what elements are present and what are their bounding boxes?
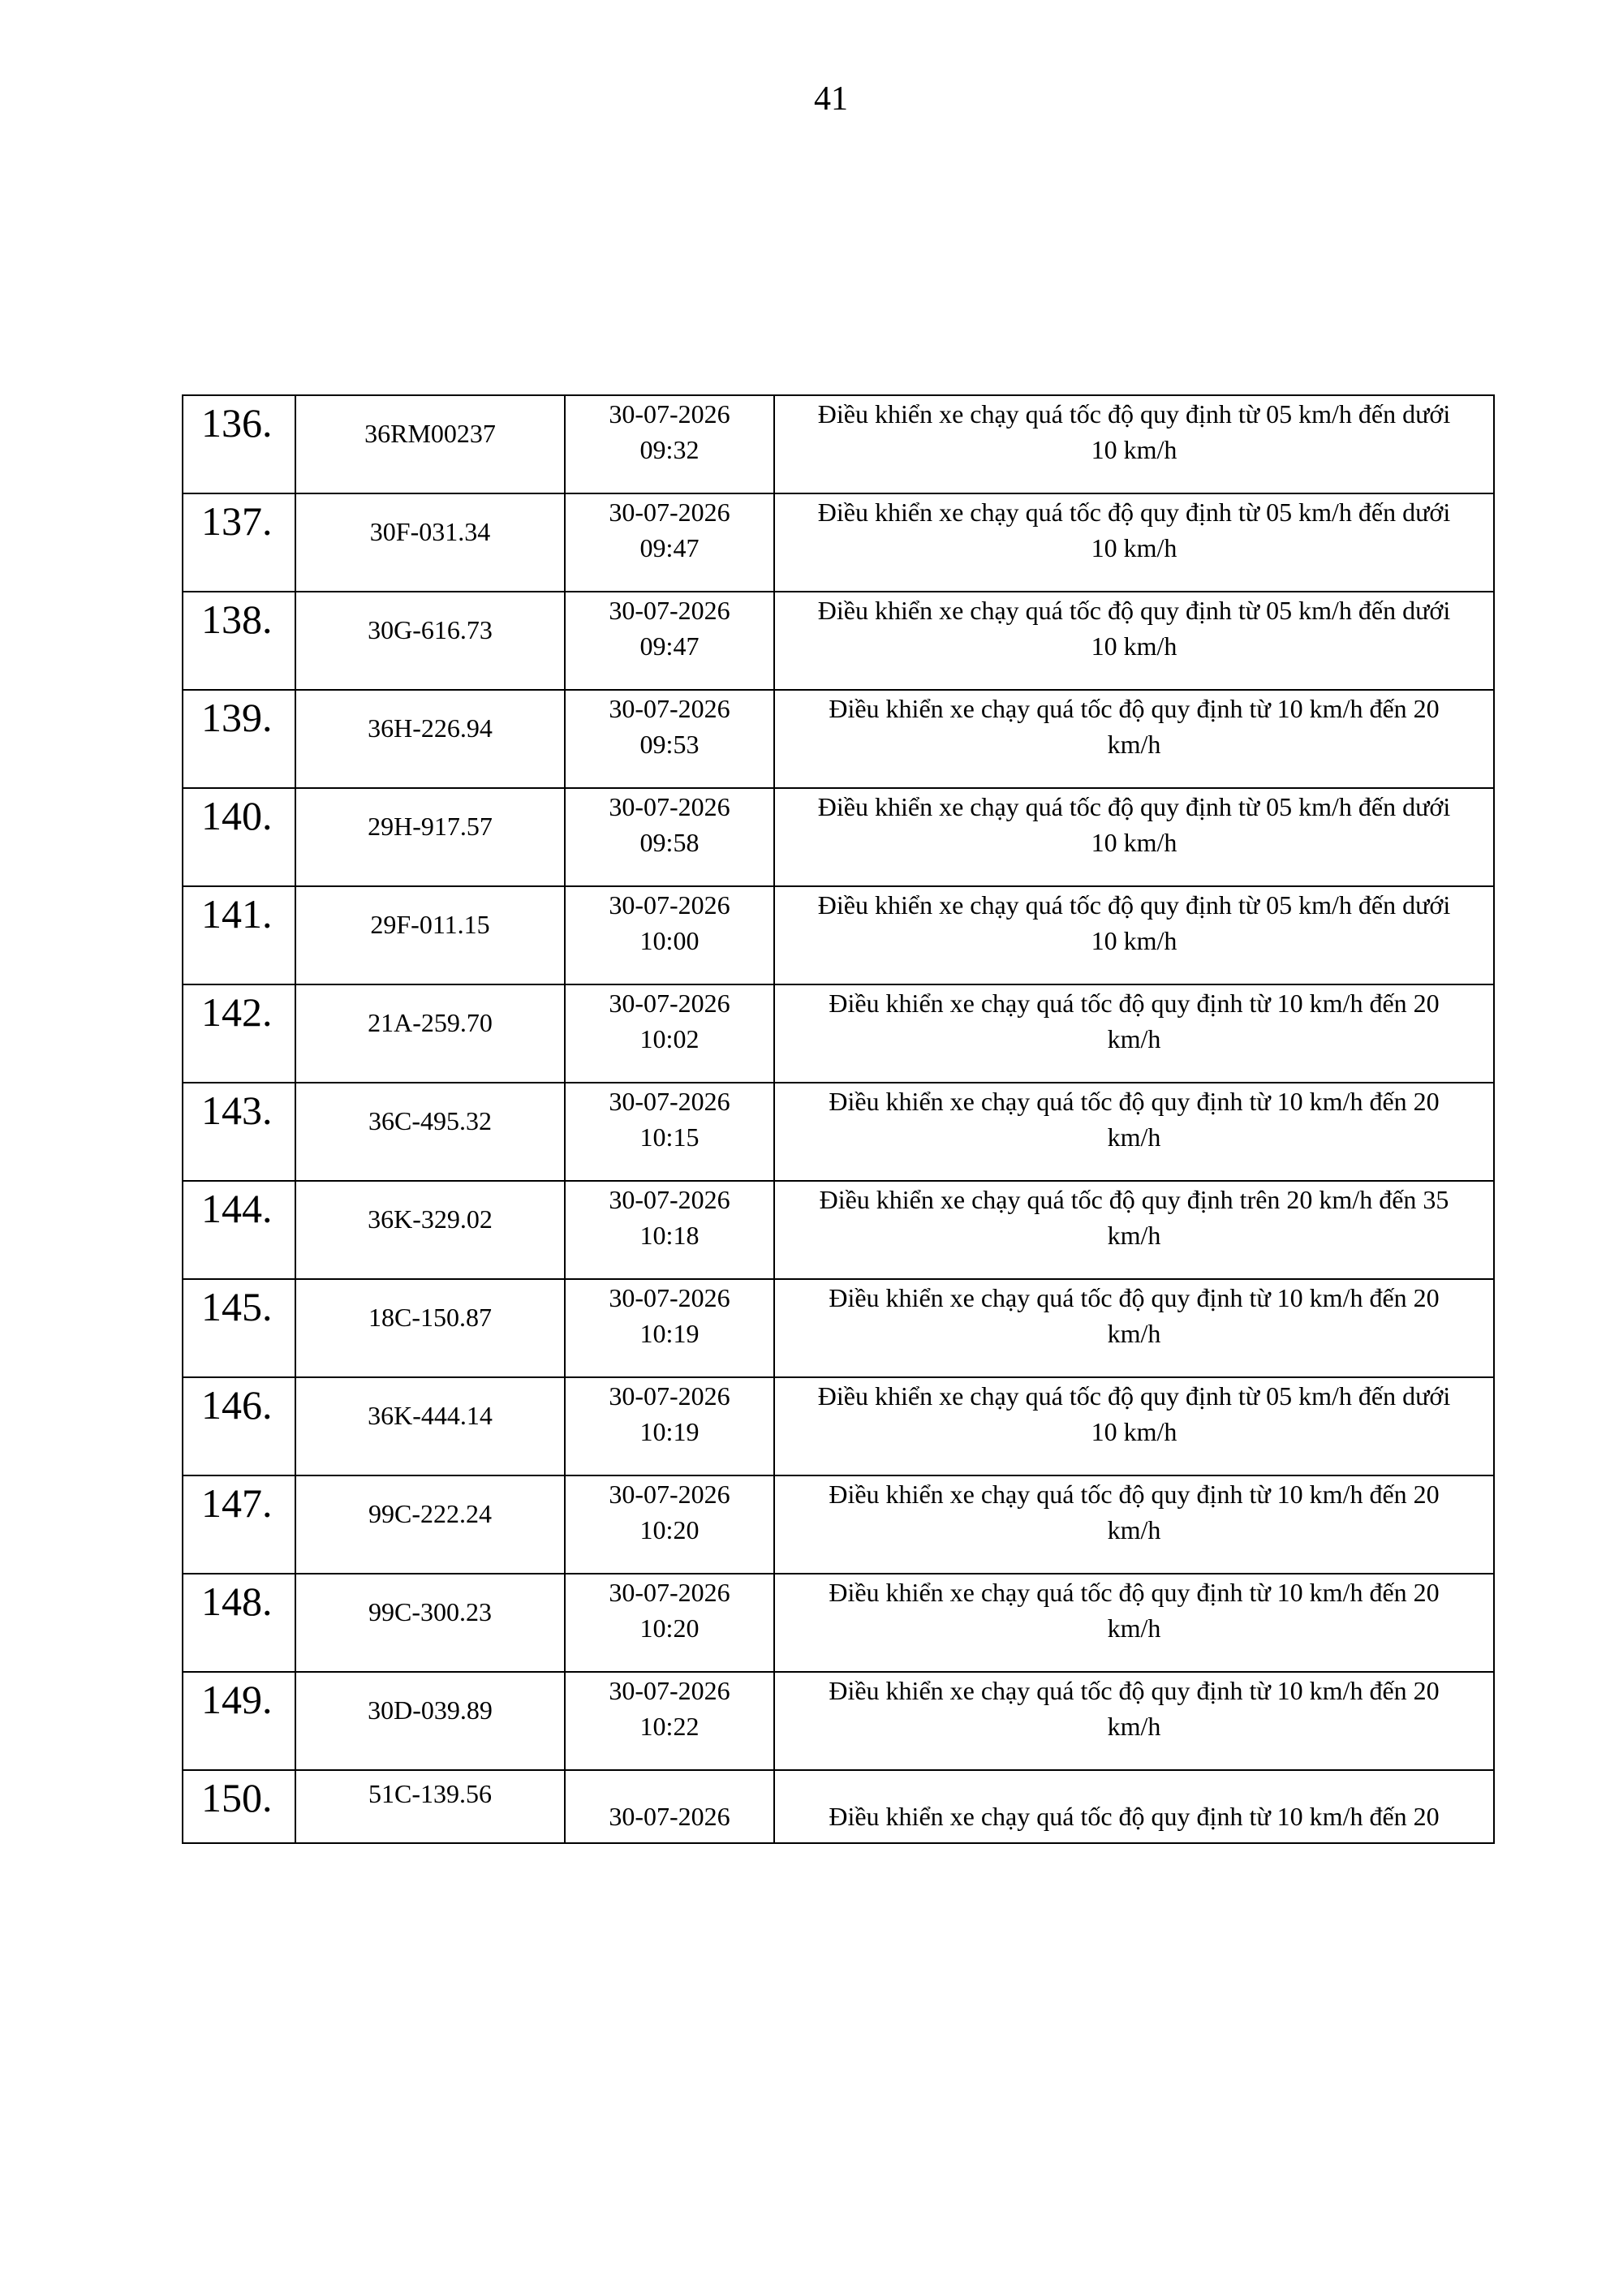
violation-time: 10:18 [639, 1221, 700, 1250]
datetime-cell [565, 984, 774, 1083]
row-number-cell [183, 1377, 295, 1475]
violation-description-line2: km/h [1107, 1024, 1161, 1053]
violation-description-line1: Điều khiển xe chạy quá tốc độ quy định từ 10 km/h đến 20 [829, 1480, 1440, 1509]
violation-date: 30-07-2026 [609, 1676, 730, 1705]
violation-time: 10:20 [639, 1613, 700, 1643]
datetime-cell [565, 1377, 774, 1475]
datetime-cell [565, 1770, 774, 1843]
plate-cell [295, 886, 565, 984]
violation-date: 30-07-2026 [609, 890, 730, 920]
row-number: 137. [201, 498, 273, 544]
violation-date: 30-07-2026 [609, 596, 730, 625]
violation-time: 09:32 [639, 435, 700, 464]
datetime-cell [565, 1672, 774, 1770]
row-number-cell [183, 493, 295, 592]
datetime-cell [565, 1279, 774, 1377]
violation-date: 30-07-2026 [609, 399, 730, 429]
violation-description-line1: Điều khiển xe chạy quá tốc độ quy định từ 10 km/h đến 20 [829, 1283, 1440, 1312]
plate-cell [295, 1475, 565, 1574]
license-plate: 30G-616.73 [368, 615, 493, 644]
plate-cell [295, 1672, 565, 1770]
plate-cell [295, 788, 565, 886]
row-number-cell [183, 1083, 295, 1181]
row-number-cell [183, 1475, 295, 1574]
violation-description-line2: km/h [1107, 1515, 1161, 1544]
row-number-cell [183, 1672, 295, 1770]
violation-description-line1: Điều khiển xe chạy quá tốc độ quy định từ 10 km/h đến 20 [829, 1578, 1440, 1607]
license-plate: 51C-139.56 [368, 1779, 492, 1808]
datetime-cell [565, 1083, 774, 1181]
violation-description-line2: 10 km/h [1091, 631, 1177, 661]
row-number-cell [183, 690, 295, 788]
violation-description-line1: Điều khiển xe chạy quá tốc độ quy định trên 20 km/h đến 35 [819, 1185, 1449, 1214]
row-number-cell [183, 1279, 295, 1377]
violation-description-line1: Điều khiển xe chạy quá tốc độ quy định từ 05 km/h đến dưới [817, 498, 1451, 527]
datetime-cell [565, 395, 774, 493]
table-row [183, 984, 1494, 1083]
row-number: 147. [201, 1480, 273, 1526]
violation-description-line1: Điều khiển xe chạy quá tốc độ quy định từ 10 km/h đến 20 [829, 1676, 1440, 1705]
row-number-cell [183, 1574, 295, 1672]
table-row [183, 592, 1494, 690]
violation-date: 30-07-2026 [609, 792, 730, 821]
table-row [183, 1083, 1494, 1181]
violation-date: 30-07-2026 [609, 1283, 730, 1312]
table-row [183, 788, 1494, 886]
row-number-cell [183, 1770, 295, 1843]
violations-table-body [183, 395, 1494, 1843]
table-row [183, 1770, 1494, 1843]
plate-cell [295, 592, 565, 690]
violations-table [182, 394, 1495, 1844]
plate-cell [295, 493, 565, 592]
license-plate: 29F-011.15 [370, 910, 490, 939]
violation-date: 30-07-2026 [609, 498, 730, 527]
row-number: 148. [201, 1579, 273, 1624]
row-number: 150. [201, 1775, 273, 1820]
page-number: 41 [814, 80, 848, 118]
violation-description-line2: km/h [1107, 1712, 1161, 1741]
table-row [183, 690, 1494, 788]
violation-time: 09:47 [639, 631, 700, 661]
violation-description-line2: km/h [1107, 1221, 1161, 1250]
violation-date: 30-07-2026 [609, 1185, 730, 1214]
violation-description-line2: km/h [1107, 730, 1161, 759]
datetime-cell [565, 592, 774, 690]
violation-description-line1: Điều khiển xe chạy quá tốc độ quy định từ 10 km/h đến 20 [829, 1802, 1440, 1831]
table-row [183, 1377, 1494, 1475]
license-plate: 36K-444.14 [368, 1401, 493, 1430]
plate-cell [295, 1279, 565, 1377]
table-row [183, 1181, 1494, 1279]
row-number: 142. [201, 989, 273, 1035]
violation-description-line2: 10 km/h [1091, 926, 1177, 955]
row-number: 146. [201, 1382, 273, 1428]
description-cell [774, 886, 1494, 984]
violation-time: 10:19 [639, 1319, 700, 1348]
row-number-cell [183, 886, 295, 984]
description-cell [774, 493, 1494, 592]
violation-date: 30-07-2026 [609, 1381, 730, 1411]
table-row [183, 1475, 1494, 1574]
violation-date: 30-07-2026 [609, 1802, 730, 1831]
datetime-cell [565, 788, 774, 886]
violation-time: 10:22 [639, 1712, 700, 1741]
row-number: 141. [201, 891, 273, 937]
violation-date: 30-07-2026 [609, 1480, 730, 1509]
license-plate: 21A-259.70 [368, 1008, 493, 1037]
description-cell [774, 1672, 1494, 1770]
violation-description-line1: Điều khiển xe chạy quá tốc độ quy định từ 05 km/h đến dưới [817, 890, 1451, 920]
violation-description-line2: 10 km/h [1091, 435, 1177, 464]
violation-description-line1: Điều khiển xe chạy quá tốc độ quy định từ 05 km/h đến dưới [817, 1381, 1451, 1411]
table-row [183, 395, 1494, 493]
license-plate: 18C-150.87 [368, 1303, 492, 1332]
description-cell [774, 788, 1494, 886]
description-cell [774, 592, 1494, 690]
violation-description-line1: Điều khiển xe chạy quá tốc độ quy định từ 10 km/h đến 20 [829, 1087, 1440, 1116]
violation-time: 10:02 [639, 1024, 700, 1053]
plate-cell [295, 1083, 565, 1181]
violation-description-line2: 10 km/h [1091, 1417, 1177, 1446]
table-row [183, 886, 1494, 984]
license-plate: 36RM00237 [364, 419, 496, 448]
violation-description-line2: 10 km/h [1091, 533, 1177, 562]
violation-date: 30-07-2026 [609, 989, 730, 1018]
violation-description-line1: Điều khiển xe chạy quá tốc độ quy định từ 10 km/h đến 20 [829, 694, 1440, 723]
license-plate: 30F-031.34 [369, 517, 491, 546]
plate-cell [295, 1377, 565, 1475]
description-cell [774, 1083, 1494, 1181]
row-number: 149. [201, 1677, 273, 1722]
license-plate: 36C-495.32 [368, 1106, 492, 1135]
violation-date: 30-07-2026 [609, 694, 730, 723]
datetime-cell [565, 1181, 774, 1279]
violation-time: 09:58 [639, 828, 700, 857]
violation-description-line2: km/h [1107, 1319, 1161, 1348]
table-row [183, 1672, 1494, 1770]
plate-cell [295, 1181, 565, 1279]
violation-description-line2: km/h [1107, 1122, 1161, 1152]
description-cell [774, 1574, 1494, 1672]
license-plate: 99C-222.24 [368, 1499, 492, 1528]
row-number: 136. [201, 400, 273, 446]
row-number-cell [183, 592, 295, 690]
violation-time: 10:00 [639, 926, 700, 955]
plate-cell [295, 984, 565, 1083]
description-cell [774, 1181, 1494, 1279]
description-cell [774, 1475, 1494, 1574]
row-number: 138. [201, 597, 273, 642]
datetime-cell [565, 1574, 774, 1672]
license-plate: 30D-039.89 [368, 1695, 493, 1725]
row-number: 143. [201, 1088, 273, 1133]
row-number-cell [183, 788, 295, 886]
violation-time: 10:15 [639, 1122, 700, 1152]
datetime-cell [565, 886, 774, 984]
row-number-cell [183, 984, 295, 1083]
violation-time: 09:47 [639, 533, 700, 562]
plate-cell [295, 690, 565, 788]
datetime-cell [565, 690, 774, 788]
violation-description-line1: Điều khiển xe chạy quá tốc độ quy định từ 05 km/h đến dưới [817, 792, 1451, 821]
violation-description-line1: Điều khiển xe chạy quá tốc độ quy định từ 05 km/h đến dưới [817, 596, 1451, 625]
violation-description-line2: km/h [1107, 1613, 1161, 1643]
row-number-cell [183, 1181, 295, 1279]
license-plate: 36H-226.94 [368, 713, 493, 743]
plate-cell [295, 395, 565, 493]
description-cell [774, 1279, 1494, 1377]
violation-description-line1: Điều khiển xe chạy quá tốc độ quy định từ 10 km/h đến 20 [829, 989, 1440, 1018]
table-row [183, 1574, 1494, 1672]
violation-time: 09:53 [639, 730, 700, 759]
row-number: 145. [201, 1284, 273, 1329]
violation-date: 30-07-2026 [609, 1087, 730, 1116]
violation-description-line1: Điều khiển xe chạy quá tốc độ quy định từ 05 km/h đến dưới [817, 399, 1451, 429]
table-row [183, 493, 1494, 592]
row-number: 144. [201, 1186, 273, 1231]
description-cell [774, 1770, 1494, 1843]
description-cell [774, 690, 1494, 788]
violation-date: 30-07-2026 [609, 1578, 730, 1607]
plate-cell [295, 1574, 565, 1672]
description-cell [774, 984, 1494, 1083]
license-plate: 99C-300.23 [368, 1597, 492, 1626]
row-number: 139. [201, 695, 273, 740]
row-number-cell [183, 395, 295, 493]
table-row [183, 1279, 1494, 1377]
license-plate: 36K-329.02 [368, 1204, 493, 1234]
plate-cell [295, 1770, 565, 1843]
datetime-cell [565, 493, 774, 592]
violation-time: 10:20 [639, 1515, 700, 1544]
datetime-cell [565, 1475, 774, 1574]
description-cell [774, 1377, 1494, 1475]
violation-description-line2: 10 km/h [1091, 828, 1177, 857]
violation-time: 10:19 [639, 1417, 700, 1446]
description-cell [774, 395, 1494, 493]
license-plate: 29H-917.57 [368, 812, 493, 841]
row-number: 140. [201, 793, 273, 838]
